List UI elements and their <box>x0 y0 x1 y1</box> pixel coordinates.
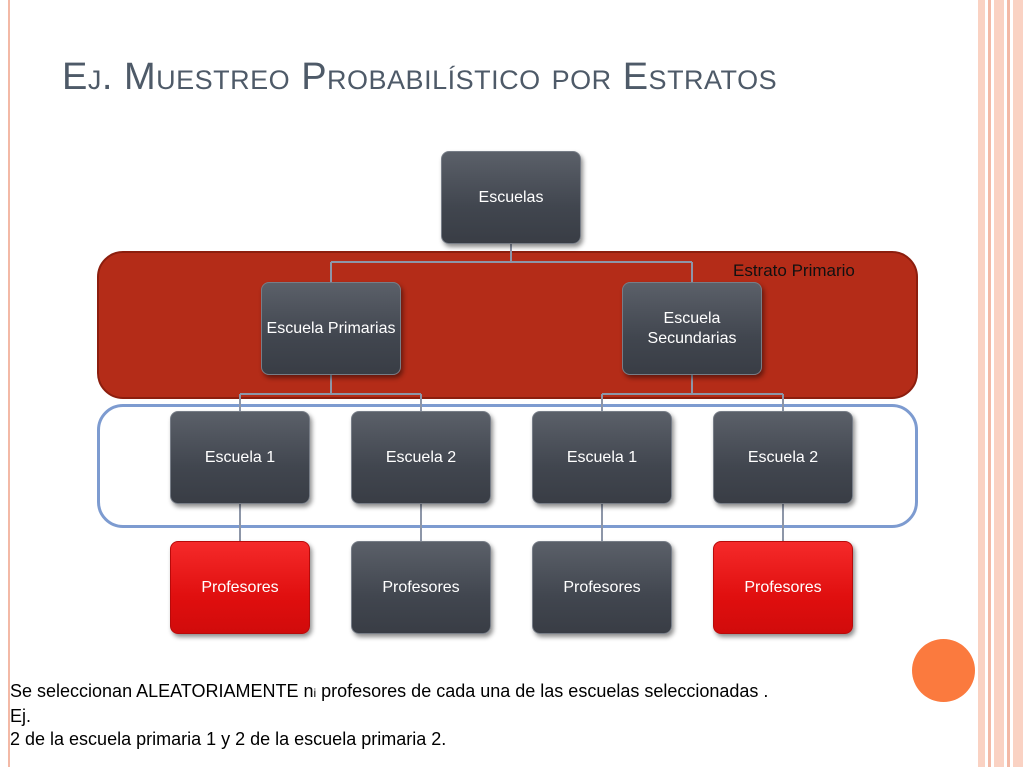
explanation-text <box>10 680 1010 751</box>
note-line-1 <box>10 680 1010 705</box>
node-primaria-escuela-1: Escuela 1 <box>170 411 310 504</box>
node-escuela-primarias: Escuela Primarias <box>261 282 401 375</box>
node-secundaria-escuela-1: Escuela 1 <box>532 411 672 504</box>
node-secundaria-escuela-2: Escuela 2 <box>713 411 853 504</box>
node-profesores-selected: Profesores <box>713 541 853 634</box>
node-escuelas: Escuelas <box>441 151 581 244</box>
stratum-label: Estrato Primario <box>733 261 855 280</box>
node-escuela-secundarias: Escuela Secundarias <box>622 282 762 375</box>
slide-title: Ej. Muestreo Probabilístico por Estratos <box>62 56 778 98</box>
note-line-2: Ej. <box>10 706 32 726</box>
subscript-i: i <box>313 686 317 700</box>
note-text: profesores de cada una de las escuelas seleccionadas . <box>316 681 769 701</box>
node-profesores: Profesores <box>351 541 491 634</box>
node-profesores: Profesores <box>532 541 672 634</box>
node-primaria-escuela-2: Escuela 2 <box>351 411 491 504</box>
note-text: Se seleccionan ALEATORIAMENTE n <box>10 681 314 701</box>
note-line-3: 2 de la escuela primaria 1 y 2 de la escuela primaria 2. <box>10 729 447 749</box>
node-profesores-selected: Profesores <box>170 541 310 634</box>
